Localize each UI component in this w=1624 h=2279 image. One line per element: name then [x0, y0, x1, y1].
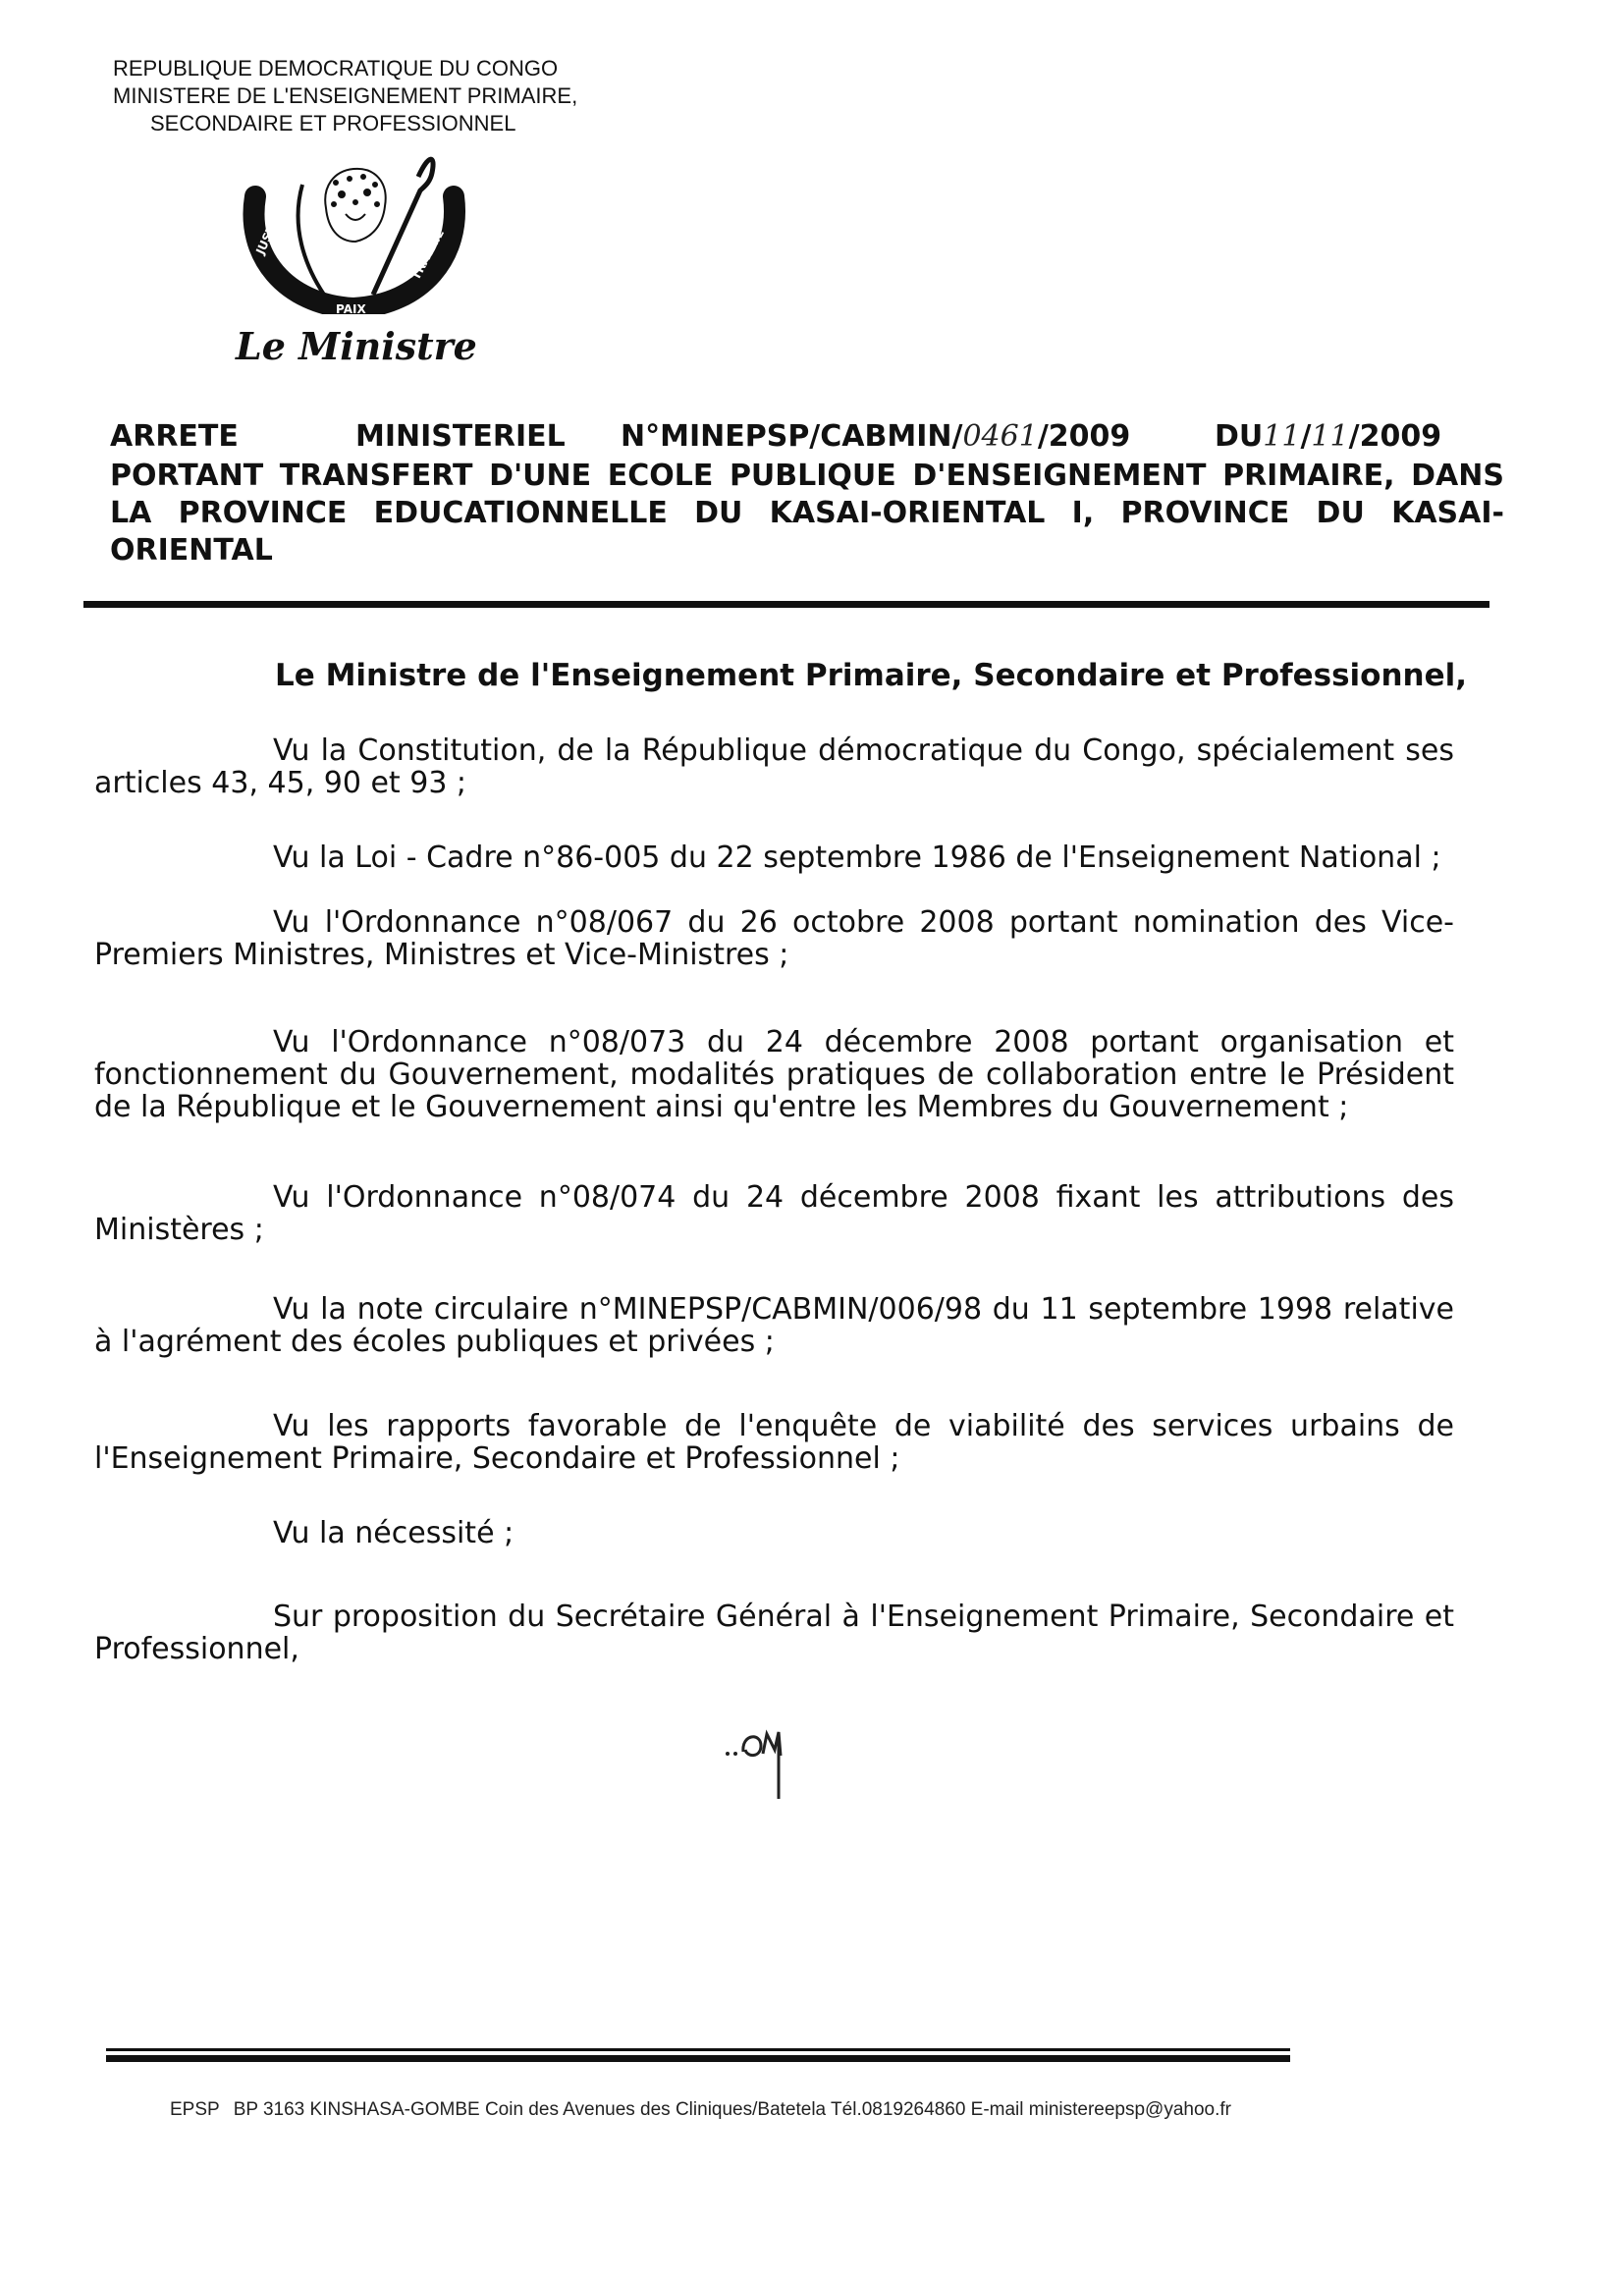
leopard-head-icon [325, 169, 385, 242]
tusk-icon [298, 185, 324, 295]
body-heading: Le Ministre de l'Enseignement Primaire, Secondaire et Professionnel, [275, 658, 1468, 693]
arrete-ministeriel: MINISTERIEL [355, 419, 566, 454]
signature-title: Le Ministre [236, 324, 477, 368]
paragraph-ordonnance-073: Vu l'Ordonnance n°08/073 du 24 décembre 2008 portant organisation et fonctionnement du Gouvernement, modalités pratiques de collaboration entre le Président de la République et le Gouvernement ainsi qu'entre les Membres du Gouvernement ; [94, 1025, 1454, 1124]
arrete-title: PORTANT TRANSFERT D'UNE ECOLE PUBLIQUE D'ENSEIGNEMENT PRIMAIRE, DANS LA PROVINCE EDUCATIONNELLE DU KASAI-ORIENTAL I, PROVINCE DU KASAI-ORIENTAL [110, 459, 1504, 568]
paragraph-loi-cadre: Vu la Loi - Cadre n°86-005 du 22 septembre 1986 de l'Enseignement National ; [273, 841, 1441, 875]
letterhead-ministry-line1: MINISTERE DE L'ENSEIGNEMENT PRIMAIRE, [113, 83, 578, 108]
coat-of-arms-emblem [226, 147, 481, 314]
paragraph-ordonnance-074: Vu l'Ordonnance n°08/074 du 24 décembre 2008 fixant les attributions des Ministères ; [94, 1180, 1454, 1247]
arrete-number-prefix: N°MINEPSP/CABMIN/ [621, 419, 963, 454]
footer-address: BP 3163 KINSHASA-GOMBE Coin des Avenues des Cliniques/Batetela Tél.0819264860 E-mail ministereepsp@yahoo.fr [233, 2099, 1231, 2120]
footer-divider-thick [106, 2055, 1290, 2062]
arrete-date-day: 11 [1263, 419, 1301, 454]
footer-address-line [170, 2099, 1231, 2121]
handwritten-initials-mark [722, 1716, 800, 1805]
paragraph-ordonnance-067: Vu l'Ordonnance n°08/067 du 26 octobre 2008 portant nomination des Vice-Premiers Ministres, Ministres et Vice-Ministres ; [94, 905, 1454, 972]
letterhead-country: REPUBLIQUE DEMOCRATIQUE DU CONGO [113, 56, 559, 81]
letterhead [113, 55, 577, 137]
arrete-number-handwritten: 0461 [962, 419, 1038, 454]
motto-paix: PAIX [336, 302, 366, 314]
paragraph-proposition: Sur proposition du Secrétaire Général à l'Enseignement Primaire, Secondaire et Professionnel, [94, 1600, 1454, 1666]
arrete-date: DU11/11/2009 [1215, 419, 1442, 454]
letterhead-ministry-line2: SECONDAIRE ET PROFESSIONNEL [150, 111, 516, 136]
paragraph-necessite: Vu la nécessité ; [273, 1516, 514, 1550]
arrete-date-year: /2009 [1348, 419, 1442, 454]
arrete-number-year: /2009 [1037, 419, 1131, 454]
arrete-date-prefix: DU [1215, 419, 1264, 454]
arrete-label: ARRETE [110, 419, 239, 454]
arrete-date-month: 11 [1311, 419, 1349, 454]
paragraph-note-circulaire: Vu la note circulaire n°MINEPSP/CABMIN/006/98 du 11 septembre 1998 relative à l'agrément des écoles publiques et privées ; [94, 1292, 1454, 1359]
title-divider [83, 601, 1489, 608]
footer-divider-thin [106, 2048, 1290, 2051]
motto-justice: JUSTICE [253, 203, 288, 257]
paragraph-rapports: Vu les rapports favorable de l'enquête de viabilité des services urbains de l'Enseignement Primaire, Secondaire et Professionnel ; [94, 1409, 1454, 1476]
motto-travail: TRAVAIL [408, 227, 447, 283]
paragraph-constitution: Vu la Constitution, de la République démocratique du Congo, spécialement ses articles 43, 45, 90 et 93 ; [94, 733, 1454, 800]
footer-code: EPSP [170, 2099, 220, 2120]
arrete-number [621, 419, 1130, 454]
